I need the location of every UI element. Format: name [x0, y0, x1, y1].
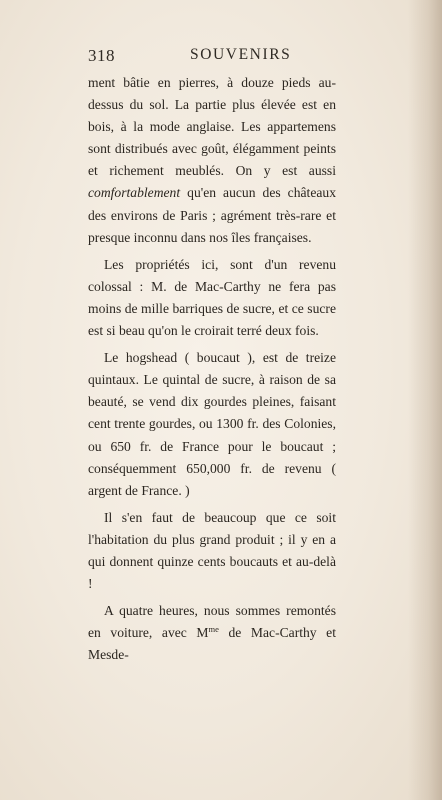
paragraph-production: Il s'en faut de beaucoup que ce soit l'habitation du plus grand produit ; il y en a qui donnent quinze cents boucauts et au-delà !	[88, 509, 336, 592]
paragraph-continuation: ment bâtie en pierres, à douze pieds au-dessus du sol. La partie plus élevée est en bois, à la mode anglaise. Les appartemens sont distribués avec goût, élégamment peints et richement meublés. On y est aussi comfortablement qu'en aucun des châteaux des environs de Paris ; agrément très-rare et presque inconnu dans nos îles françaises.	[88, 75, 336, 245]
paragraph-revenue: Les propriétés ici, sont d'un revenu colossal : M. de Mac-Carthy ne fera pas moins de mille barriques de sucre, et ce sucre est si beau qu'on le croirait terré deux fois.	[88, 256, 336, 339]
page-gutter-shadow	[408, 0, 442, 800]
paragraph-hogshead: Le hogshead ( boucaut ), est de treize quintaux. Le quintal de sucre, à raison de sa beauté, se vend dix gourdes pleines, faisant cent trente gourdes, ou 1300 fr. des Colonies, ou 650 fr. de France pour le boucaut ; conséquemment 650,000 fr. de revenu ( argent de France. )	[88, 350, 336, 498]
page-body	[88, 72, 336, 671]
page-header	[88, 46, 336, 70]
page-number: 318	[88, 46, 115, 65]
running-head: SOUVENIRS	[190, 46, 292, 63]
superscript: me	[208, 624, 219, 635]
italic-word: comfortablement	[88, 185, 181, 201]
paragraph-departure: A quatre heures, nous sommes remontés en voiture, avec $M^{me}$ de Mac-Carthy et Mesde-	[88, 603, 336, 663]
